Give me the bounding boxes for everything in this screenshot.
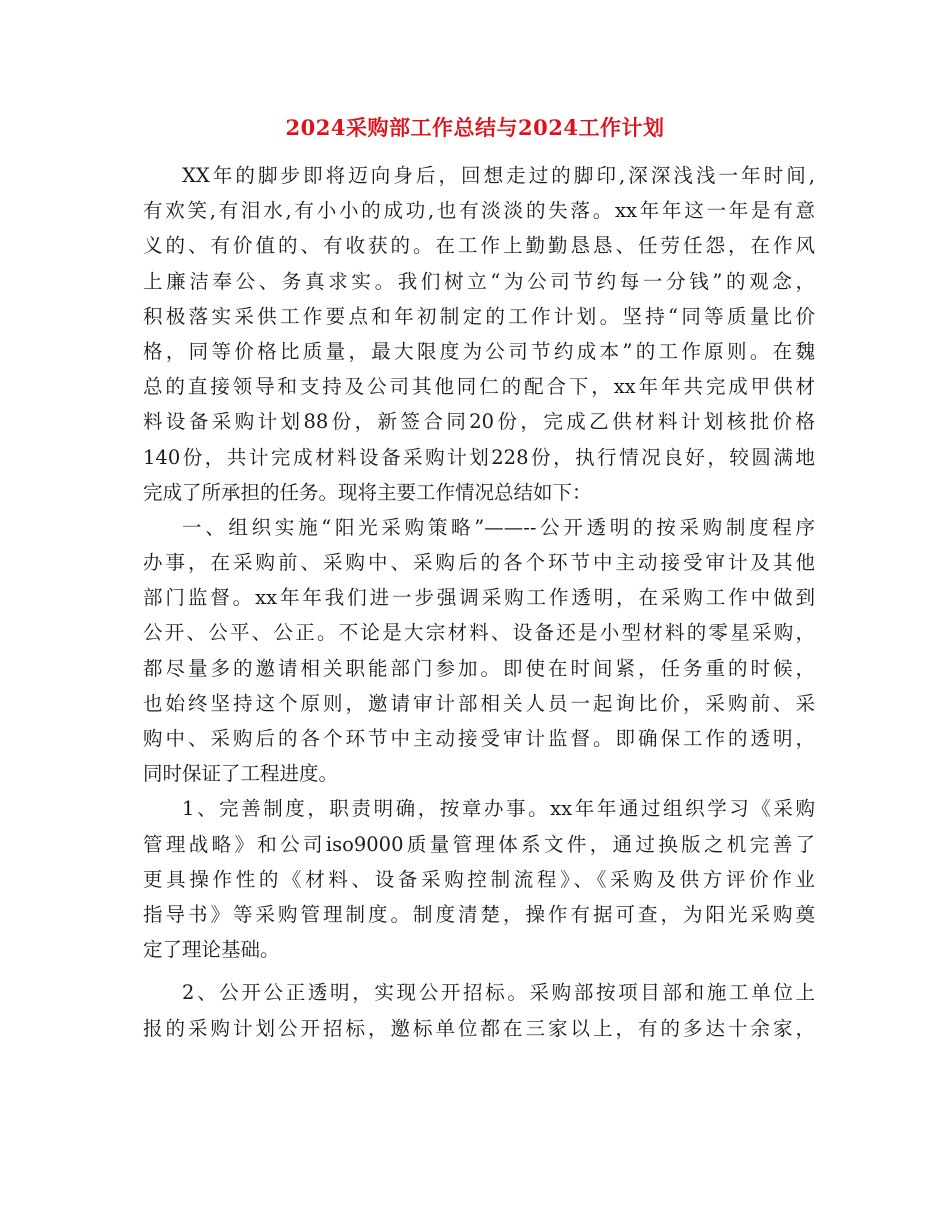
paragraph-line: 有欢笑,有泪水,有小小的成功,也有淡淡的失落。xx年年这一年是有意 bbox=[143, 199, 815, 223]
paragraph-line: 更具操作性的《材料、设备采购控制流程》、《采购及供方评价作业 bbox=[143, 867, 815, 891]
paragraph-line: 部门监督。xx年年我们进一步强调采购工作透明，在采购工作中做到 bbox=[143, 586, 815, 610]
document-title: 2024采购部工作总结与2024工作计划 bbox=[285, 115, 665, 140]
paragraph-spacer bbox=[143, 967, 815, 975]
paragraph-line: 上廉洁奉公、务真求实。我们树立“为公司节约每一分钱”的观念， bbox=[143, 269, 815, 293]
paragraph-line: 1、完善制度，职责明确，按章办事。xx年年通过组织学习《采购 bbox=[182, 797, 815, 821]
paragraph-line: 都尽量多的邀请相关职能部门参加。即使在时间紧，任务重的时候， bbox=[143, 656, 815, 680]
paragraph-line: XX年的脚步即将迈向身后，回想走过的脚印,深深浅浅一年时间, bbox=[182, 164, 815, 187]
paragraph-line: 一、组织实施“阳光采购策略”——--公开透明的按采购制度程序 bbox=[182, 515, 815, 539]
paragraph-line: 完成了所承担的任务。现将主要工作情况总结如下： bbox=[143, 480, 592, 504]
paragraph-line: 积极落实采供工作要点和年初制定的工作计划。坚持“同等质量比价 bbox=[143, 304, 815, 328]
paragraph-line: 报的采购计划公开招标，邀标单位都在三家以上，有的多达十余家， bbox=[143, 1016, 815, 1040]
paragraph-line: 定了理论基础。 bbox=[143, 938, 280, 962]
paragraph-line: 也始终坚持这个原则，邀请审计部相关人员一起询比价，采购前、采 bbox=[143, 691, 815, 715]
paragraph-line: 总的直接领导和支持及公司其他同仁的配合下，xx年年共完成甲供材 bbox=[143, 375, 815, 399]
document-body bbox=[143, 158, 815, 1046]
paragraph-line: 购中、采购后的各个环节中主动接受审计监督。即确保工作的透明， bbox=[143, 727, 815, 750]
paragraph-line: 公开、公平、公正。不论是大宗材料、设备还是小型材料的零星采购， bbox=[143, 621, 815, 645]
paragraph-line: 义的、有价值的、有收获的。在工作上勤勤恳恳、任劳任怨，在作风 bbox=[143, 234, 815, 258]
paragraph-line: 办事，在采购前、采购中、采购后的各个环节中主动接受审计及其他 bbox=[143, 551, 815, 575]
paragraph-line: 140份，共计完成材料设备采购计划228份，执行情况良好，较圆满地 bbox=[143, 445, 815, 469]
paragraph-line: 2、公开公正透明，实现公开招标。采购部按项目部和施工单位上 bbox=[182, 981, 815, 1005]
paragraph-line: 指导书》等采购管理制度。制度清楚，操作有据可查，为阳光采购奠 bbox=[143, 902, 815, 926]
paragraph-line: 格，同等价格比质量，最大限度为公司节约成本”的工作原则。在魏 bbox=[143, 339, 815, 363]
paragraph-line: 料设备采购计划88份，新签合同20份，完成乙供材料计划核批价格 bbox=[143, 410, 815, 434]
paragraph-line: 同时保证了工程进度。 bbox=[143, 762, 339, 786]
paragraph-line: 管理战略》和公司iso9000质量管理体系文件，通过换版之机完善了 bbox=[143, 832, 815, 856]
